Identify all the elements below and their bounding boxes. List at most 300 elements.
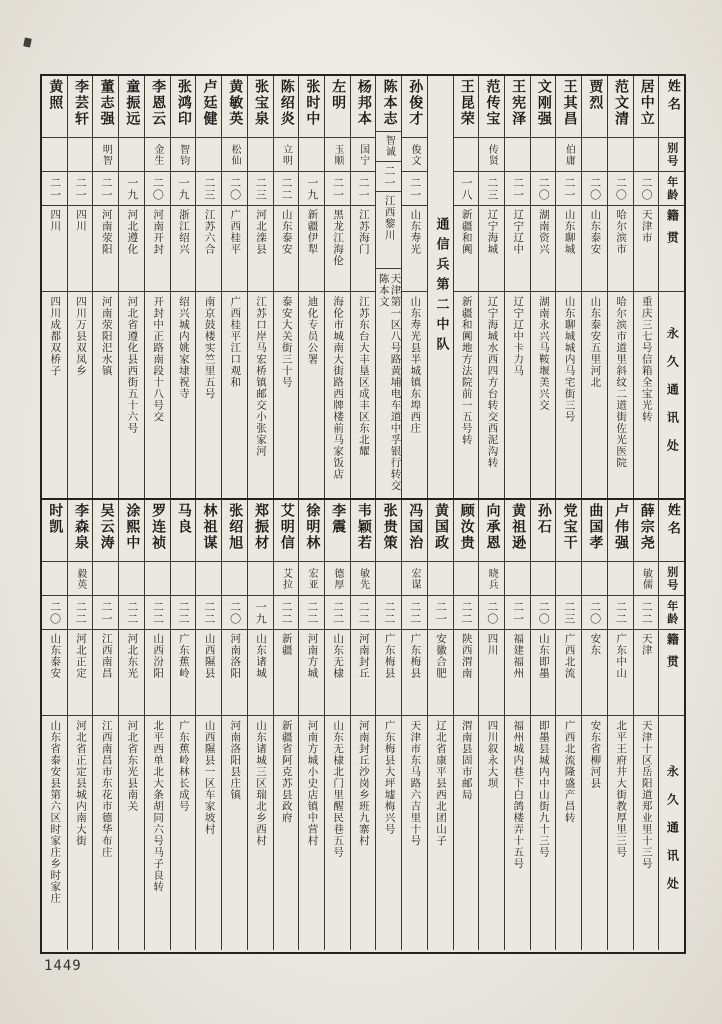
entry-name-text: 徐明林 — [304, 503, 321, 551]
entry-name-text: 杨邦本 — [355, 79, 372, 127]
entry-native-place — [274, 206, 299, 292]
header-native-text: 籍贯 — [665, 209, 680, 253]
entry-age — [479, 172, 504, 206]
entry-column — [144, 500, 170, 950]
entry-native-place — [376, 192, 401, 269]
entry-name — [248, 76, 273, 138]
entry-age-text: 二三 — [562, 600, 576, 625]
entry-column — [324, 76, 350, 498]
entry-age — [556, 172, 581, 206]
entry-column — [427, 500, 453, 950]
entry-address — [479, 716, 504, 950]
entry-name-text: 范传宝 — [484, 79, 501, 127]
entry-age-text: 二二 — [331, 600, 345, 625]
entry-native-place — [171, 206, 196, 292]
entry-native-place — [145, 630, 170, 716]
unit-label — [428, 76, 453, 498]
entry-name-text: 罗连祯 — [150, 503, 167, 551]
entry-age — [325, 596, 350, 630]
entry-name — [505, 76, 530, 138]
entry-column — [581, 500, 607, 950]
entry-alias — [196, 138, 221, 172]
entry-native-place — [608, 206, 633, 292]
entry-name-text: 黄祖逊 — [510, 503, 527, 551]
entry-native-place — [299, 630, 324, 716]
entry-name — [222, 76, 247, 138]
entry-native-place — [68, 630, 93, 716]
entry-address-text: 江苏口岸马宏桥镇邮交小张家河 — [255, 296, 268, 457]
entry-age — [428, 596, 453, 630]
entry-address-text: 广西北流隆盛产昌转 — [563, 720, 576, 824]
entry-address-text: 四川叙永大坝 — [486, 720, 499, 789]
entry-alias-text: 玉顺 — [331, 143, 343, 166]
entry-age-text: 二一 — [511, 176, 525, 201]
entry-native-place-text: 哈尔滨市 — [615, 209, 628, 255]
entry-column — [221, 500, 247, 950]
entry-name — [68, 500, 93, 562]
entry-alias-text: 智钧 — [177, 143, 189, 166]
entry-age-text: 二二 — [408, 600, 422, 625]
entry-column — [118, 76, 144, 498]
entry-age-text: 二一 — [99, 600, 113, 625]
entry-age-text: 二〇 — [228, 600, 242, 625]
entry-address-text: 河北省东光县南关 — [126, 720, 139, 812]
entry-address — [42, 292, 67, 498]
entry-age-text: 二〇 — [151, 176, 165, 201]
entry-column — [195, 76, 221, 498]
entry-native-place — [274, 630, 299, 716]
entry-name — [248, 500, 273, 562]
entry-address — [582, 716, 607, 950]
entry-column — [350, 76, 376, 498]
entry-native-place-text: 山西汾阳 — [152, 633, 165, 679]
entry-address — [531, 292, 556, 498]
entry-name — [351, 500, 376, 562]
entry-native-place — [248, 630, 273, 716]
entry-name-text: 李震 — [330, 503, 347, 535]
entry-alias — [299, 562, 324, 596]
entry-age — [119, 596, 144, 630]
entry-name-text: 张绍旭 — [227, 503, 244, 551]
entry-age-text: 二一 — [382, 164, 396, 189]
entry-column — [555, 76, 581, 498]
entry-native-place-text: 福建福州 — [512, 633, 525, 679]
entry-column — [504, 500, 530, 950]
entry-address-text: 哈尔滨市道里斜纹二道街佐光医院 — [615, 296, 628, 469]
entry-native-place — [634, 206, 659, 292]
entry-address-text: 河北省遵化县西街五十六号 — [126, 296, 139, 434]
entry-name — [119, 76, 144, 138]
entry-column — [298, 500, 324, 950]
entry-address-text: 泰安大关街三十号 — [280, 296, 293, 388]
entry-native-place-text: 广东中山 — [615, 633, 628, 679]
unit-divider-column — [427, 76, 453, 498]
entry-name-text: 李森泉 — [72, 503, 89, 551]
entry-alias — [556, 138, 581, 172]
entry-column — [530, 76, 556, 498]
entry-native-place-text: 山东泰安 — [280, 209, 293, 255]
entry-name-text: 黄敏英 — [227, 79, 244, 127]
entry-age-text: 二一 — [74, 176, 88, 201]
entry-address-text: 南京鼓楼实竺里五号 — [203, 296, 216, 400]
entry-address-text: 辽宁辽中卡力马 — [512, 296, 525, 377]
entry-column — [581, 76, 607, 498]
entry-native-place — [196, 206, 221, 292]
entry-age — [299, 172, 324, 206]
entry-address-text: 天津第一区八号路黄埔电车道中孚银行转交陈本文 — [377, 273, 402, 492]
entry-native-place — [68, 206, 93, 292]
entry-name — [325, 76, 350, 138]
entry-alias — [325, 138, 350, 172]
entry-native-place — [531, 206, 556, 292]
entry-column — [453, 500, 479, 950]
entry-name — [299, 76, 324, 138]
entry-name — [556, 76, 581, 138]
entry-age-text: 二〇 — [228, 176, 242, 201]
entry-age-text: 二一 — [511, 600, 525, 625]
entry-native-place — [556, 630, 581, 716]
entry-column — [298, 76, 324, 498]
entry-native-place-text: 江苏六合 — [203, 209, 216, 255]
entry-age — [402, 596, 427, 630]
entry-native-place-text: 广东蕉岭 — [177, 633, 190, 679]
entry-address — [171, 716, 196, 950]
entry-age-text: 二二 — [280, 600, 294, 625]
entry-name — [402, 500, 427, 562]
header-name — [659, 76, 684, 138]
entry-name-text: 孙石 — [535, 503, 552, 535]
entry-address — [299, 292, 324, 498]
entry-alias — [428, 562, 453, 596]
entry-name-text: 党宝干 — [561, 503, 578, 551]
header-address — [659, 716, 684, 950]
entry-age — [93, 172, 118, 206]
entry-address-text: 即墨县城内中山街九十三号 — [537, 720, 550, 858]
entry-name — [428, 500, 453, 562]
entry-address — [248, 716, 273, 950]
entry-alias-text: 传贤 — [486, 143, 498, 166]
entry-address-text: 河南封丘沙岗乡班九寨村 — [357, 720, 370, 847]
entry-age — [145, 172, 170, 206]
entry-alias — [634, 138, 659, 172]
entry-native-place — [479, 630, 504, 716]
entry-address — [93, 716, 118, 950]
entry-age — [222, 596, 247, 630]
entry-name-text: 黄照 — [47, 79, 64, 111]
entry-name-text: 向承恩 — [484, 503, 501, 551]
entry-native-place-text: 河南荥阳 — [100, 209, 113, 255]
entry-age-text: 一九 — [254, 600, 268, 625]
entry-address — [556, 292, 581, 498]
header-age — [659, 172, 684, 206]
entry-native-place — [119, 206, 144, 292]
entry-address-text: 迪化专员公署 — [306, 296, 319, 365]
entry-age-text: 二二 — [280, 176, 294, 201]
entry-age — [454, 172, 479, 206]
field-header-column — [658, 76, 684, 498]
entry-name-text: 张鸿印 — [175, 79, 192, 127]
entry-native-place — [222, 630, 247, 716]
entry-age — [454, 596, 479, 630]
entry-name-text: 居中立 — [638, 79, 655, 127]
header-name-text: 姓名 — [664, 503, 680, 539]
entry-address — [376, 716, 401, 950]
header-alias — [659, 138, 684, 172]
entry-native-place-text: 河南封丘 — [357, 633, 370, 679]
entry-address — [171, 292, 196, 498]
entry-name — [582, 500, 607, 562]
entry-alias — [145, 138, 170, 172]
entry-native-place — [402, 630, 427, 716]
entry-name — [68, 76, 93, 138]
entry-name-text: 王昆荣 — [458, 79, 475, 127]
entry-native-place — [196, 630, 221, 716]
entry-address-text: 江西南昌市东花市德华布庄 — [100, 720, 113, 858]
entry-alias-text: 国宁 — [357, 143, 369, 166]
entry-name-text: 郑振材 — [252, 503, 269, 551]
entry-native-place — [505, 630, 530, 716]
entry-name — [454, 500, 479, 562]
entry-age — [222, 172, 247, 206]
entry-column — [170, 500, 196, 950]
entry-address — [93, 292, 118, 498]
entry-address — [376, 269, 401, 498]
entry-age — [119, 172, 144, 206]
entry-alias — [531, 562, 556, 596]
entry-column — [221, 76, 247, 498]
entry-alias-text: 宏亚 — [306, 567, 318, 590]
entry-age — [299, 596, 324, 630]
entry-native-place — [42, 206, 67, 292]
entry-age-text: 二二 — [125, 600, 139, 625]
entry-alias — [171, 138, 196, 172]
entry-native-place — [634, 630, 659, 716]
entry-native-place-text: 广西桂平 — [229, 209, 242, 255]
entry-age-text: 二二 — [305, 600, 319, 625]
entry-address — [145, 716, 170, 950]
entry-alias — [222, 138, 247, 172]
entry-native-place — [428, 630, 453, 716]
entry-name — [351, 76, 376, 138]
entry-age-text: 二一 — [562, 176, 576, 201]
entry-age — [171, 596, 196, 630]
entry-age — [582, 596, 607, 630]
entry-alias — [119, 562, 144, 596]
entry-address — [119, 292, 144, 498]
entry-native-place-text: 安东 — [589, 633, 602, 656]
entry-native-place-text: 新疆伊犁 — [306, 209, 319, 255]
entry-age-text: 二二 — [460, 600, 474, 625]
entry-address-text: 辽北省康平县西北团山子 — [435, 720, 448, 847]
entry-name-text: 曲国孝 — [587, 503, 604, 551]
header-age-text: 年龄 — [665, 175, 679, 202]
entry-name-text: 马良 — [175, 503, 192, 535]
entry-native-place — [325, 630, 350, 716]
entry-native-place-text: 江西南昌 — [100, 633, 113, 679]
entry-age-text: 二一 — [99, 176, 113, 201]
entry-native-place — [145, 206, 170, 292]
entry-column — [453, 76, 479, 498]
entry-column — [478, 76, 504, 498]
entry-alias — [376, 132, 401, 162]
entry-alias — [351, 138, 376, 172]
entry-alias — [582, 138, 607, 172]
entry-alias — [376, 562, 401, 596]
entry-native-place — [608, 630, 633, 716]
entry-column — [607, 76, 633, 498]
entry-native-place-text: 河南开封 — [152, 209, 165, 255]
entry-address-text: 四川成都双桥子 — [49, 296, 62, 377]
entry-alias-text: 明智 — [100, 143, 112, 166]
entry-age — [505, 596, 530, 630]
entry-name — [531, 500, 556, 562]
entry-address — [196, 716, 221, 950]
entry-age-text: 二一 — [331, 176, 345, 201]
entry-name — [402, 76, 427, 138]
entry-native-place-text: 陕西渭南 — [460, 633, 473, 679]
entry-age — [351, 596, 376, 630]
entry-native-place-text: 广东梅县 — [409, 633, 422, 679]
entry-column — [633, 500, 659, 950]
entry-name — [274, 76, 299, 138]
entry-alias — [196, 562, 221, 596]
entry-alias — [608, 562, 633, 596]
entry-address — [248, 292, 273, 498]
entry-age-text: 二〇 — [640, 176, 654, 201]
entry-native-place-text: 四川 — [486, 633, 499, 656]
entry-address-text: 海伦市城南大街路西牌楼前马家饭店 — [332, 296, 345, 480]
entry-alias — [248, 138, 273, 172]
entry-address-text: 河南方城小史店镇中营村 — [306, 720, 319, 847]
entry-address-text: 山东寿光县半城镇东埠西庄 — [409, 296, 422, 434]
entry-native-place-text: 安徽合肥 — [435, 633, 448, 679]
entry-native-place-text: 四川 — [74, 209, 87, 232]
entry-address-text: 安东省柳河县 — [589, 720, 602, 789]
entry-native-place-text: 山东泰安 — [49, 633, 62, 679]
entry-age-text: 二〇 — [537, 176, 551, 201]
entry-age-text: 二三 — [254, 176, 268, 201]
entry-name — [634, 76, 659, 138]
entry-address — [402, 716, 427, 950]
header-address — [659, 292, 684, 498]
entry-name-text: 薛宗尧 — [638, 503, 655, 551]
entry-native-place — [582, 206, 607, 292]
header-alias-text: 别号 — [665, 141, 679, 168]
entry-alias — [299, 138, 324, 172]
entry-address-text: 河北省正定县城内南大街 — [74, 720, 87, 847]
entry-column — [247, 76, 273, 498]
entry-age — [325, 172, 350, 206]
entry-column — [350, 500, 376, 950]
entry-column — [401, 76, 427, 498]
entry-native-place-text: 河北遵化 — [126, 209, 139, 255]
entry-name — [376, 500, 401, 562]
entry-age-text: 一八 — [460, 176, 474, 201]
entry-column — [375, 500, 401, 950]
entry-address-text: 山东无棣北门里醒民巷五号 — [332, 720, 345, 858]
entry-address-text: 北平西单北大条胡同六号马子良转 — [152, 720, 165, 893]
entry-name-text: 涂熙中 — [124, 503, 141, 551]
entry-address — [608, 292, 633, 498]
entry-age — [68, 172, 93, 206]
entry-address-text: 新疆省阿克苏县政府 — [280, 720, 293, 824]
entry-name — [299, 500, 324, 562]
entry-name — [582, 76, 607, 138]
entry-age — [479, 596, 504, 630]
entry-native-place-text: 山西隰县 — [203, 633, 216, 679]
bottom-band — [42, 500, 684, 950]
entry-column — [375, 76, 401, 498]
entry-alias-text: 智诚 — [383, 135, 395, 158]
header-native-text: 籍贯 — [665, 633, 680, 677]
entry-alias — [68, 562, 93, 596]
entry-name-text: 张贵策 — [381, 503, 398, 551]
entry-native-place — [454, 630, 479, 716]
entry-native-place-text: 新疆和阗 — [460, 209, 473, 255]
entry-alias — [274, 138, 299, 172]
entry-native-place — [556, 206, 581, 292]
entry-address-text: 广西桂平江口观和 — [229, 296, 242, 388]
entry-name-text: 卢廷健 — [201, 79, 218, 127]
entry-native-place — [299, 206, 324, 292]
entry-name — [376, 76, 401, 132]
entry-name — [222, 500, 247, 562]
entry-address-text: 湖南永兴马鞍堰美兴交 — [537, 296, 550, 411]
entry-age — [634, 596, 659, 630]
entry-address-text: 福州城内巷下白鸽楼弄十五号 — [512, 720, 525, 870]
entry-age-text: 二二 — [614, 600, 628, 625]
entry-column — [42, 500, 67, 950]
entry-address-text: 北平王府井大街教厚里三号 — [615, 720, 628, 858]
entry-address — [42, 716, 67, 950]
entry-address-text: 天津十区岳阳道郑业里十三号 — [640, 720, 653, 870]
header-name — [659, 500, 684, 562]
entry-name-text: 韦颖若 — [355, 503, 372, 551]
entry-address — [402, 292, 427, 498]
entry-alias — [479, 138, 504, 172]
entry-address — [454, 292, 479, 498]
entry-native-place — [402, 206, 427, 292]
entry-age — [402, 172, 427, 206]
entry-alias-text: 毅英 — [74, 567, 86, 590]
entry-name — [119, 500, 144, 562]
entry-address — [505, 716, 530, 950]
entry-column — [118, 500, 144, 950]
entry-alias — [454, 138, 479, 172]
entry-name — [196, 500, 221, 562]
entry-age — [376, 596, 401, 630]
entry-address — [351, 716, 376, 950]
entry-native-place — [582, 630, 607, 716]
entry-name — [634, 500, 659, 562]
entry-native-place-text: 山东寿光 — [409, 209, 422, 255]
entry-address — [505, 292, 530, 498]
entry-name — [171, 76, 196, 138]
entry-address-text: 山东诸城三区瑞北乡西村 — [255, 720, 268, 847]
entry-age-text: 一九 — [305, 176, 319, 201]
entry-alias-text: 敏先 — [357, 567, 369, 590]
entry-native-place — [376, 630, 401, 716]
entry-address-text: 开封中正路南段十八号交 — [152, 296, 165, 423]
entry-address-text: 山东省泰安县第六区时家庄乡时家庄 — [49, 720, 62, 904]
entry-native-place — [42, 630, 67, 716]
entry-age — [68, 596, 93, 630]
entry-name-text: 孙俊才 — [407, 79, 424, 127]
entry-address-text: 天津市东马路六吉里十号 — [409, 720, 422, 847]
entry-name — [93, 76, 118, 138]
entry-alias-text: 敏儒 — [640, 567, 652, 590]
entry-alias-text: 晓兵 — [486, 567, 498, 590]
